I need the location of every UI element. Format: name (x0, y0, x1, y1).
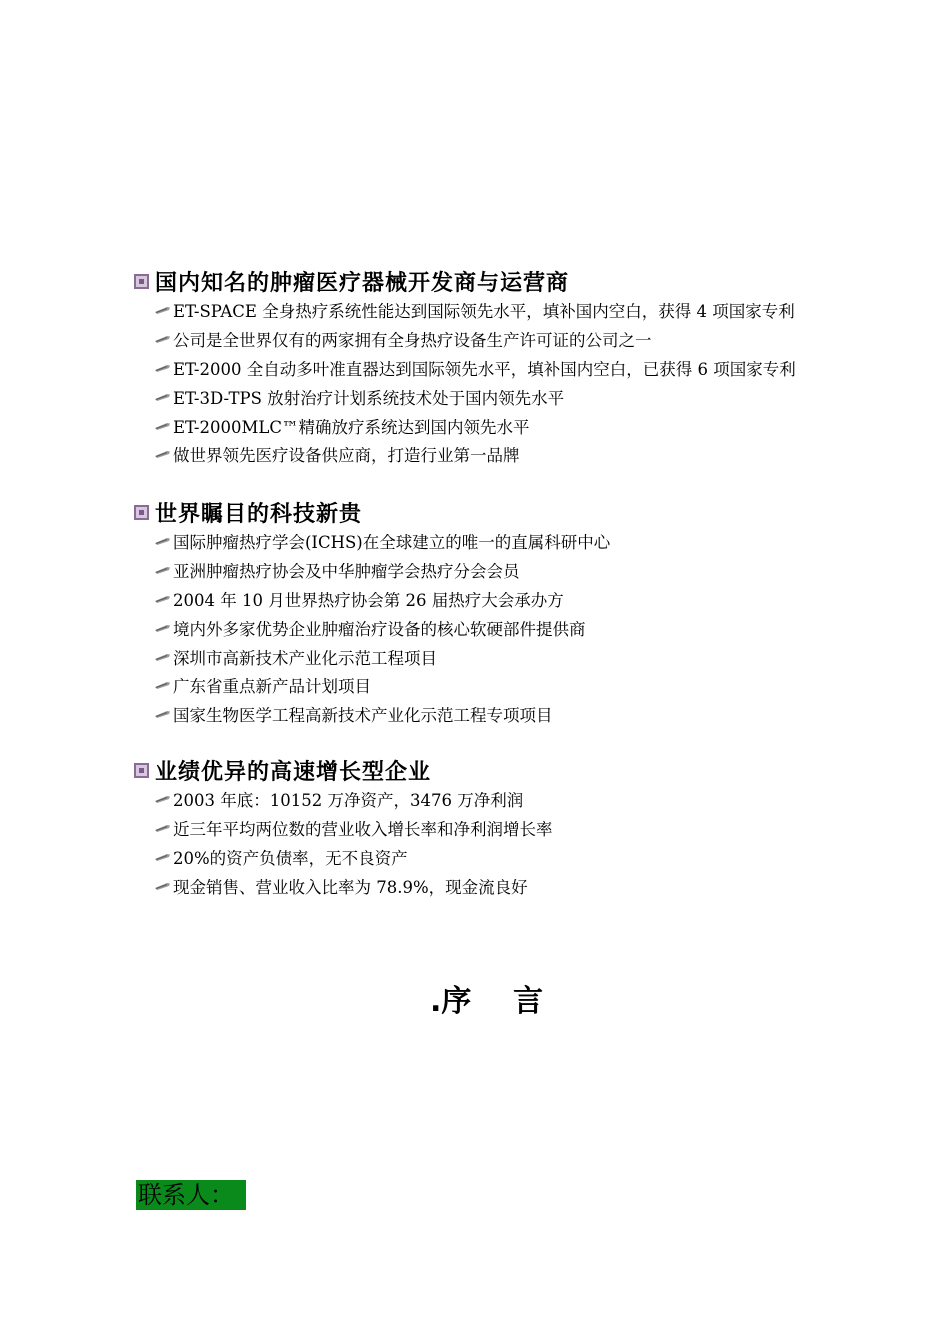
bullet-list (134, 527, 924, 729)
pen-bullet-icon (154, 594, 171, 604)
list-item: 境内外多家优势企业肿瘤治疗设备的核心软硬部件提供商 (154, 613, 924, 642)
pen-bullet-icon (154, 652, 171, 662)
list-item: ET-2000 全自动多叶准直器达到国际领先水平，填补国内空白，已获得 6 项国家专利 (154, 354, 924, 383)
pen-bullet-icon (154, 565, 171, 575)
list-item: 做世界领先医疗设备供应商，打造行业第一品牌 (154, 440, 924, 469)
bullet-list (134, 296, 924, 469)
list-item: 2003 年底：10152 万净资产，3476 万净利润 (154, 785, 924, 814)
square-bullet-icon (134, 505, 149, 520)
section-title: 世界瞩目的科技新贵 (155, 501, 363, 527)
preface-title: .序 言 (430, 984, 544, 1019)
square-bullet-icon (134, 763, 149, 778)
list-item: ET-2000MLC™精确放疗系统达到国内领先水平 (154, 411, 924, 440)
list-item: 近三年平均两位数的营业收入增长率和净利润增长率 (154, 814, 924, 843)
section-1 (134, 266, 924, 469)
pen-bullet-icon (154, 709, 171, 719)
section-heading (134, 266, 924, 296)
list-item: ET-SPACE 全身热疗系统性能达到国际领先水平，填补国内空白，获得 4 项国家专利 (154, 296, 924, 325)
pen-bullet-icon (154, 392, 171, 402)
list-item: 国际肿瘤热疗学会(ICHS)在全球建立的唯一的直属科研中心 (154, 527, 924, 556)
pen-bullet-icon (154, 881, 171, 891)
list-item: ET-3D-TPS 放射治疗计划系统技术处于国内领先水平 (154, 382, 924, 411)
pen-bullet-icon (154, 794, 171, 804)
contact-label: 联系人： (136, 1180, 246, 1210)
section-2 (134, 497, 924, 729)
pen-bullet-icon (154, 852, 171, 862)
list-item: 2004 年 10 月世界热疗协会第 26 届热疗大会承办方 (154, 585, 924, 614)
pen-bullet-icon (154, 536, 171, 546)
pen-bullet-icon (154, 363, 171, 373)
section-heading (134, 755, 924, 785)
list-item: 亚洲肿瘤热疗协会及中华肿瘤学会热疗分会会员 (154, 556, 924, 585)
list-item: 20%的资产负债率，无不良资产 (154, 843, 924, 872)
list-item: 广东省重点新产品计划项目 (154, 671, 924, 700)
section-3 (134, 755, 924, 900)
list-item: 公司是全世界仅有的两家拥有全身热疗设备生产许可证的公司之一 (154, 325, 924, 354)
bullet-list (134, 785, 924, 900)
section-heading (134, 497, 924, 527)
pen-bullet-icon (154, 823, 171, 833)
list-item: 深圳市高新技术产业化示范工程项目 (154, 642, 924, 671)
pen-bullet-icon (154, 449, 171, 459)
section-title: 国内知名的肿瘤医疗器械开发商与运营商 (155, 270, 570, 296)
pen-bullet-icon (154, 680, 171, 690)
list-item: 现金销售、营业收入比率为 78.9%，现金流良好 (154, 871, 924, 900)
pen-bullet-icon (154, 623, 171, 633)
square-bullet-icon (134, 274, 149, 289)
list-item: 国家生物医学工程高新技术产业化示范工程专项项目 (154, 700, 924, 729)
section-title: 业绩优异的高速增长型企业 (155, 759, 432, 785)
pen-bullet-icon (154, 334, 171, 344)
pen-bullet-icon (154, 305, 171, 315)
pen-bullet-icon (154, 421, 171, 431)
